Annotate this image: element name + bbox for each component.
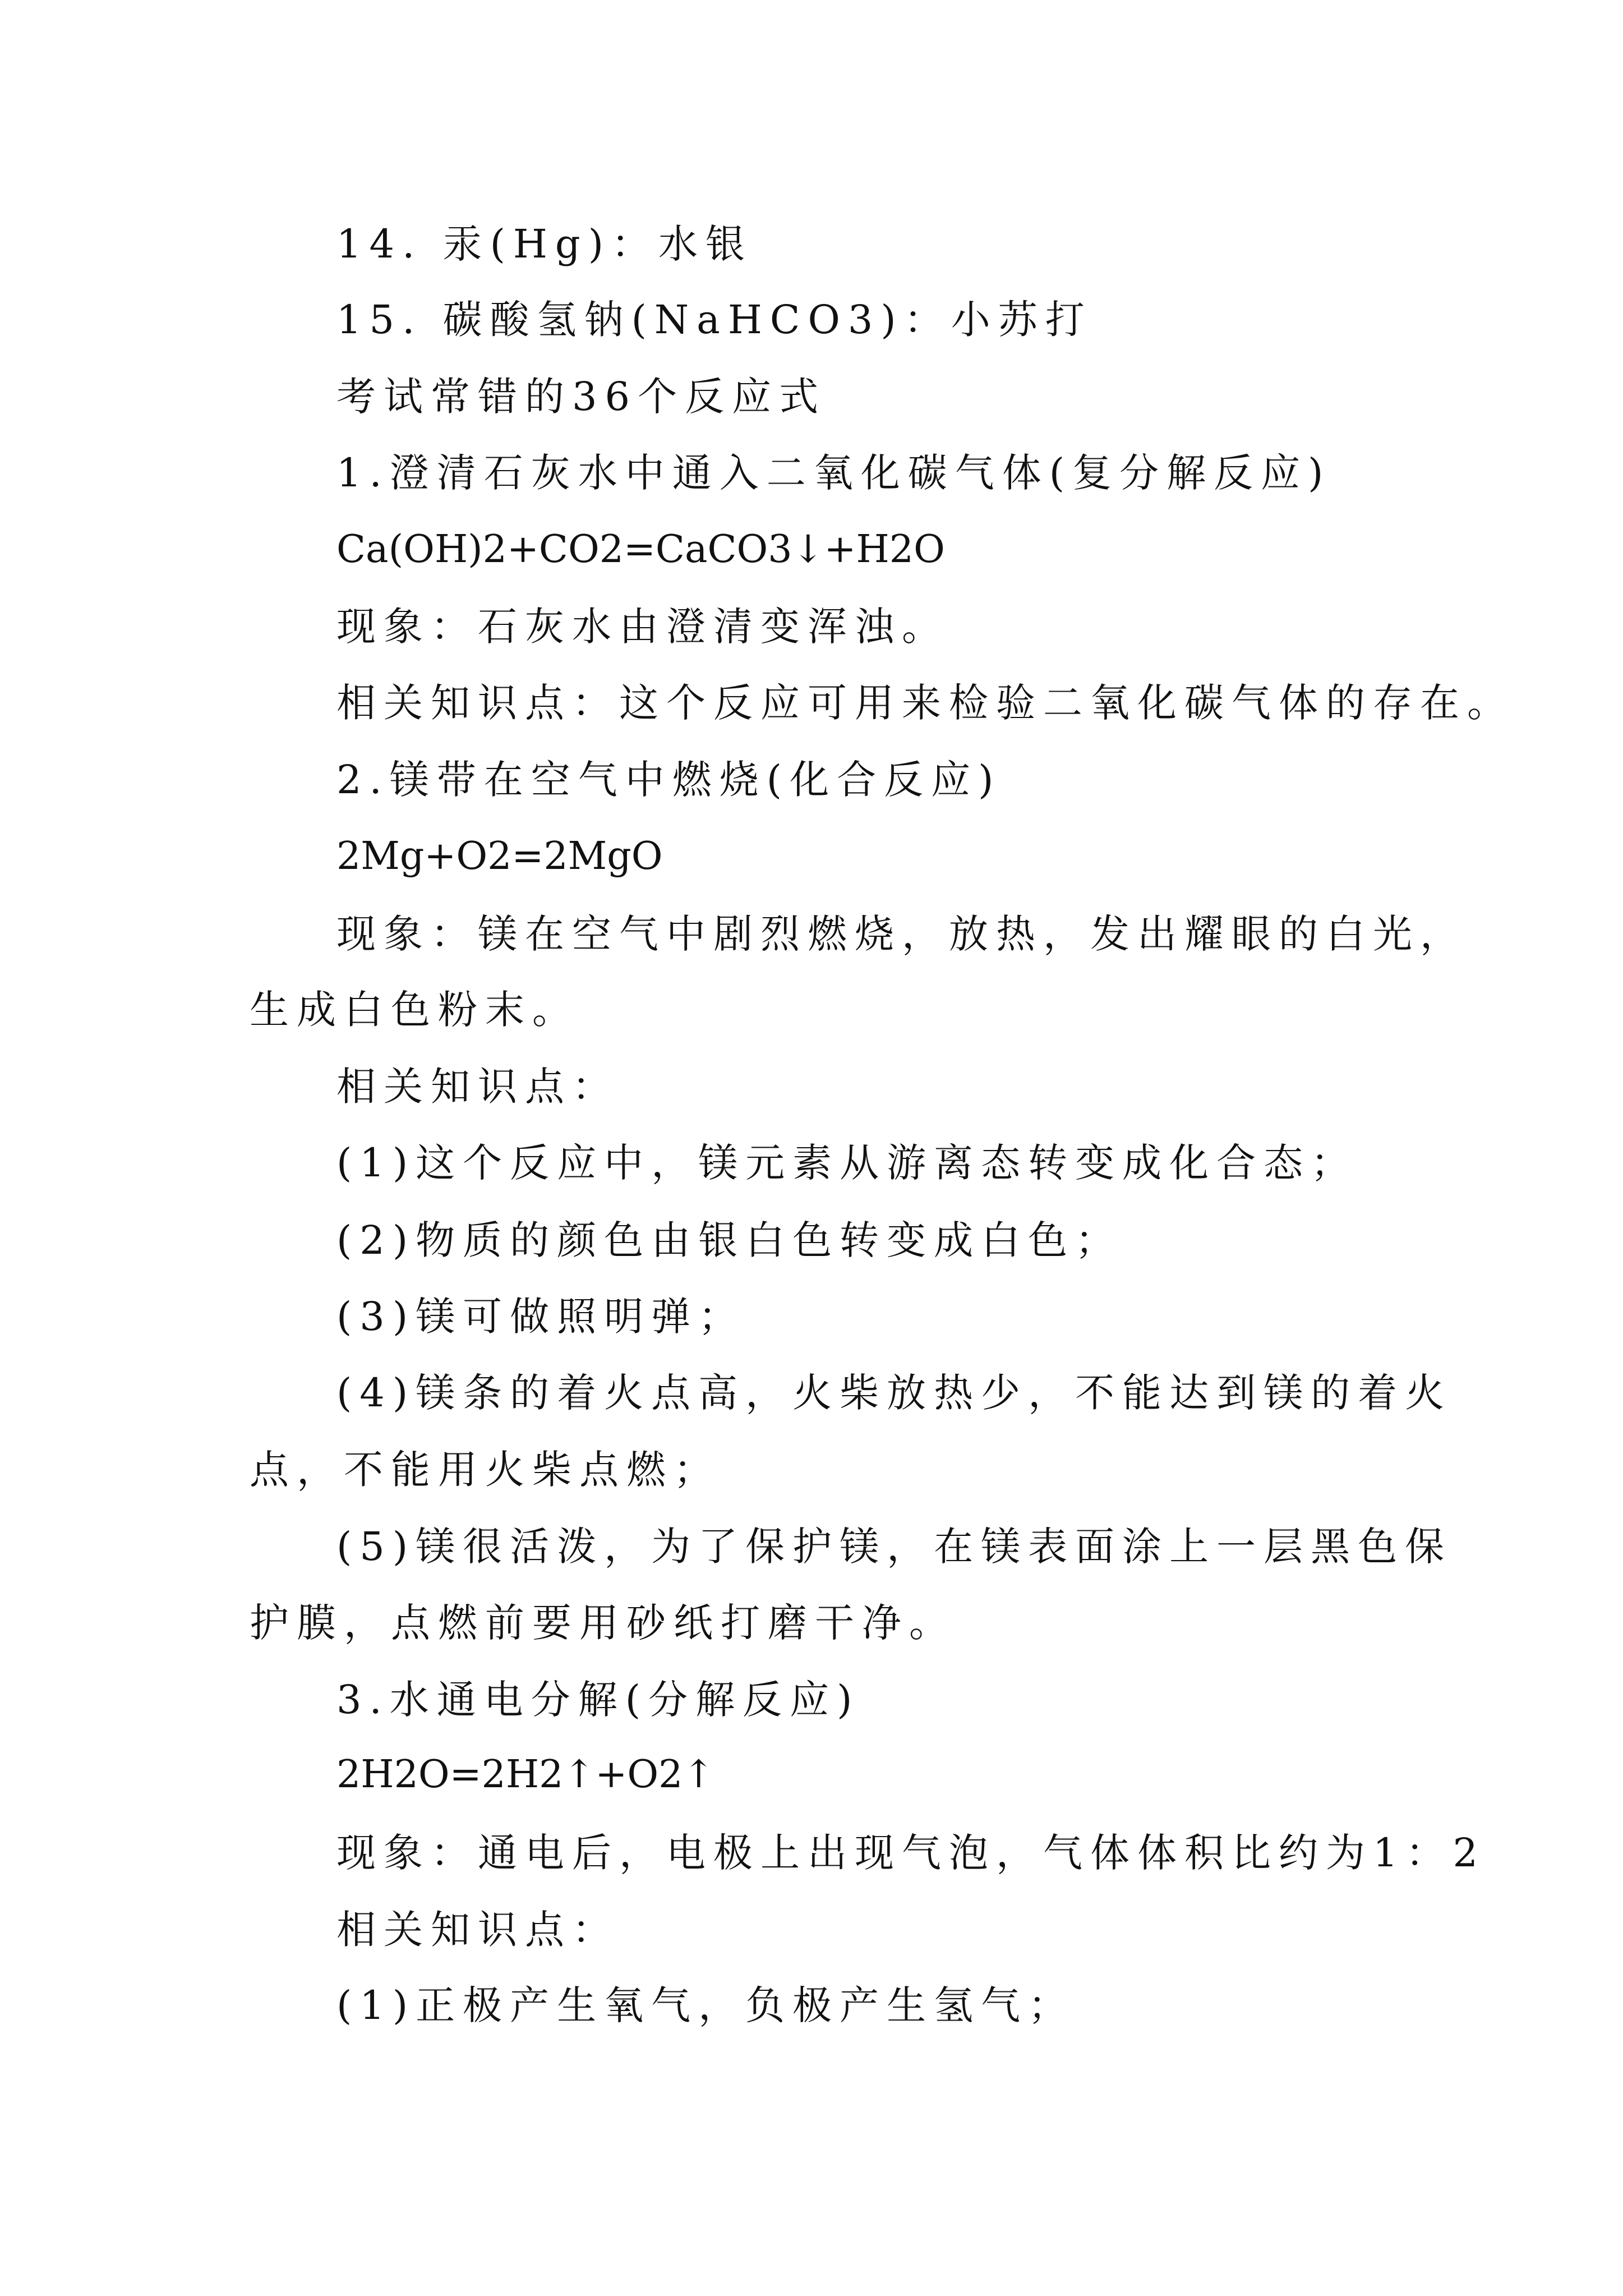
reaction-3-title: 3.水通电分解(分解反应)	[336, 1677, 860, 1723]
reaction-3-phenomenon: 现象：通电后，电极上出现气泡，气体体积比约为1：2	[336, 1830, 1486, 1876]
reaction-2-title: 2.镁带在空气中燃烧(化合反应)	[336, 757, 1002, 803]
reaction-2-phenomenon: 现象：镁在空气中剧烈燃烧，放热，发出耀眼的白光，	[336, 911, 1467, 957]
reaction-3-equation: 2H2O=2H2↑+O2↑	[336, 1752, 715, 1797]
reaction-2-point-1: (1)这个反应中，镁元素从游离态转变成化合态；	[336, 1140, 1358, 1186]
reaction-2-phenomenon-cont: 生成白色粉末。	[250, 987, 579, 1033]
reaction-1-equation: Ca(OH)2+CO2=CaCO3↓+H2O	[336, 527, 945, 572]
reaction-2-knowledge-heading: 相关知识点：	[336, 1064, 619, 1110]
text-line-sodium-bicarbonate: 15. 碳酸氢钠(NaHCO3)：小苏打	[336, 297, 1092, 343]
reaction-2-equation: 2Mg+O2=2MgO	[336, 834, 663, 878]
reaction-2-point-5: (5)镁很活泼，为了保护镁，在镁表面涂上一层黑色保	[336, 1524, 1453, 1570]
section-heading: 考试常错的36个反应式	[336, 374, 827, 420]
reaction-2-point-3: (3)镁可做照明弹；	[336, 1294, 746, 1340]
reaction-2-point-4-cont: 点，不能用火柴点燃；	[250, 1447, 721, 1493]
reaction-3-knowledge-heading: 相关知识点：	[336, 1907, 619, 1953]
reaction-1-phenomenon: 现象：石灰水由澄清变浑浊。	[336, 604, 949, 650]
reaction-1-title: 1.澄清石灰水中通入二氧化碳气体(复分解反应)	[336, 450, 1331, 496]
reaction-2-point-2: (2)物质的颜色由银白色转变成白色；	[336, 1217, 1123, 1263]
text-line-mercury: 14. 汞(Hg)：水银	[336, 221, 753, 267]
reaction-2-point-5-cont: 护膜，点燃前要用砂纸打磨干净。	[250, 1600, 956, 1646]
reaction-1-knowledge: 相关知识点：这个反应可用来检验二氧化碳气体的存在。	[336, 680, 1514, 726]
reaction-2-point-4: (4)镁条的着火点高，火柴放热少，不能达到镁的着火	[336, 1370, 1453, 1416]
reaction-3-point-1: (1)正极产生氧气，负极产生氢气；	[336, 1982, 1076, 2028]
